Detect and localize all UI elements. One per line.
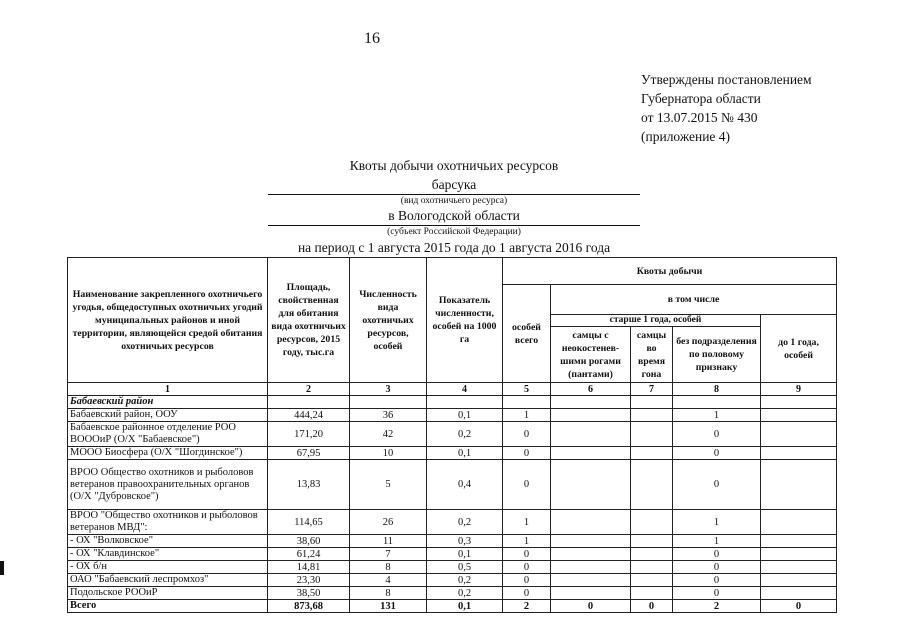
- cell-population: 36: [350, 409, 427, 422]
- cell-no-sex: 0: [673, 587, 761, 600]
- cell-population: 4: [350, 574, 427, 587]
- header-males-rut: самцы во время гона: [631, 327, 673, 383]
- cell-under1: [761, 447, 837, 460]
- resource-rule: [268, 194, 640, 195]
- cell-no-sex: 0: [673, 422, 761, 447]
- cell-total: 1: [503, 409, 551, 422]
- cell-area: 13,83: [268, 460, 350, 510]
- title-line: Квоты добычи охотничьих ресурсов: [349, 158, 559, 173]
- cell-density: 0,4: [427, 460, 503, 510]
- cell-total: 0: [503, 460, 551, 510]
- approval-line-2: Губернатора области: [641, 91, 761, 106]
- cell-under1: [761, 587, 837, 600]
- cell-area: 171,20: [268, 422, 350, 447]
- cell-total: 0: [503, 548, 551, 561]
- cell-under1: [761, 422, 837, 447]
- header-name: Наименование закрепленного охотничьего угодья, общедоступных охотничьих угодий муниципальных районов и иной территории, являющейся средой обитания охотничьих ресурсов: [68, 258, 268, 383]
- header-density: Показатель численности, особей на 1000 га: [427, 258, 503, 383]
- col-number: 1: [68, 383, 268, 396]
- cell-density: 0,1: [427, 447, 503, 460]
- header-males-no-antlers: самцы с неокостенев-шими рогами (пантами): [551, 327, 631, 383]
- table-row: [68, 587, 837, 600]
- cell-no-sex: 0: [673, 574, 761, 587]
- cell-males-rut: [631, 587, 673, 600]
- table-row: [68, 535, 837, 548]
- cell-area: 67,95: [268, 447, 350, 460]
- cell-males-rut: [631, 510, 673, 535]
- col-number: 8: [673, 383, 761, 396]
- cell-under1: [761, 409, 837, 422]
- cell-name: - ОХ б/н: [68, 561, 268, 574]
- cell-males-no-antlers: [551, 561, 631, 574]
- header-total: особей всего: [503, 285, 551, 383]
- cell-area: 444,24: [268, 409, 350, 422]
- cell-density: 0,2: [427, 587, 503, 600]
- col-number: 9: [761, 383, 837, 396]
- header-area: Площадь, свойственная для обитания вида охотничьих ресурсов, 2015 году, тыс.га: [268, 258, 350, 383]
- cell-no-sex: 0: [673, 548, 761, 561]
- cell-area: 114,65: [268, 510, 350, 535]
- col-number: 2: [268, 383, 350, 396]
- cell-name: ВРОО Общество охотников и рыболовов ветеранов правоохранительных органов (О/Х "Дубровское"): [68, 460, 268, 510]
- table-row: [68, 561, 837, 574]
- cell-name: Подольское РООиР: [68, 587, 268, 600]
- cell-males-no-antlers: 0: [551, 600, 631, 613]
- table-row: [68, 422, 837, 447]
- cell-males-no-antlers: [551, 409, 631, 422]
- period-line: на период с 1 августа 2015 года до 1 августа 2016 года: [297, 240, 611, 255]
- cell-no-sex: 0: [673, 561, 761, 574]
- approval-block: [641, 70, 812, 146]
- region-rule: [268, 225, 640, 226]
- header-older: старше 1 года, особей: [551, 315, 761, 327]
- cell-density: 0,1: [427, 600, 503, 613]
- cell-name: ОАО "Бабаевский леспромхоз": [68, 574, 268, 587]
- cell-density: 0,2: [427, 422, 503, 447]
- cell-males-rut: 0: [631, 600, 673, 613]
- table-row: [68, 510, 837, 535]
- cell-males-rut: [631, 409, 673, 422]
- cell-under1: [761, 561, 837, 574]
- cell-area: 38,50: [268, 587, 350, 600]
- header-including: в том числе: [551, 285, 837, 315]
- quota-table: [67, 257, 837, 613]
- cell-population: 7: [350, 548, 427, 561]
- cell-density: 0,2: [427, 510, 503, 535]
- cell-population: 42: [350, 422, 427, 447]
- cell-total: 1: [503, 535, 551, 548]
- header-population: Численность вида охотничьих ресурсов, особей: [350, 258, 427, 383]
- cell-density: 0,1: [427, 548, 503, 561]
- cell-population: 10: [350, 447, 427, 460]
- cell-no-sex: 1: [673, 409, 761, 422]
- cell-total: 1: [503, 510, 551, 535]
- resource-name: барсука: [431, 177, 477, 192]
- cell-no-sex: 1: [673, 510, 761, 535]
- cell-males-no-antlers: [551, 510, 631, 535]
- cell-name: - ОХ "Клавдинское": [68, 548, 268, 561]
- cell-males-no-antlers: [551, 574, 631, 587]
- cell-under1: [761, 548, 837, 561]
- cell-name: ВРОО "Общество охотников и рыболовов ветеранов МВД":: [68, 510, 268, 535]
- cell-population: 8: [350, 561, 427, 574]
- cell-name: Всего: [68, 600, 268, 613]
- cell-no-sex: 1: [673, 535, 761, 548]
- cell-under1: [761, 510, 837, 535]
- cell-males-rut: [631, 548, 673, 561]
- cell-males-rut: [631, 447, 673, 460]
- cell-area: 14,81: [268, 561, 350, 574]
- cell-population: 131: [350, 600, 427, 613]
- cell-total: 0: [503, 561, 551, 574]
- cell-males-rut: [631, 460, 673, 510]
- cell-area: 873,68: [268, 600, 350, 613]
- cell-population: 8: [350, 587, 427, 600]
- cell-name: Бабаевский район, ООУ: [68, 409, 268, 422]
- table-row: [68, 548, 837, 561]
- header-quotas: Квоты добычи: [503, 258, 837, 285]
- cell-under1: [761, 574, 837, 587]
- cell-area: 61,24: [268, 548, 350, 561]
- section-label: Бабаевский район: [68, 396, 268, 409]
- region-name: в Вологодской области: [388, 208, 520, 223]
- cell-total: 2: [503, 600, 551, 613]
- region-caption: (субъект Российской Федерации): [387, 227, 521, 237]
- cell-population: 26: [350, 510, 427, 535]
- header-no-sex: без подразделения по половому признаку: [673, 327, 761, 383]
- cell-population: 5: [350, 460, 427, 510]
- cell-under1: 0: [761, 600, 837, 613]
- cell-total: 0: [503, 447, 551, 460]
- col-number: 3: [350, 383, 427, 396]
- cell-males-no-antlers: [551, 447, 631, 460]
- table-row: [68, 409, 837, 422]
- cell-name: - ОХ "Волковское": [68, 535, 268, 548]
- cell-under1: [761, 535, 837, 548]
- col-number: 4: [427, 383, 503, 396]
- total-row: [68, 600, 837, 613]
- cell-under1: [761, 460, 837, 510]
- cell-area: 23,30: [268, 574, 350, 587]
- cell-total: 0: [503, 422, 551, 447]
- cell-no-sex: 2: [673, 600, 761, 613]
- cell-males-rut: [631, 422, 673, 447]
- cell-males-rut: [631, 535, 673, 548]
- cell-name: Бабаевское районное отделение РОО ВОООиР (О/Х "Бабаевское"): [68, 422, 268, 447]
- cell-density: 0,5: [427, 561, 503, 574]
- col-number: 6: [551, 383, 631, 396]
- cell-density: 0,3: [427, 535, 503, 548]
- table-row: [68, 574, 837, 587]
- header-under1: до 1 года, особей: [761, 315, 837, 383]
- cell-name: МООО Биосфера (О/Х "Шогдинское"): [68, 447, 268, 460]
- cell-no-sex: 0: [673, 447, 761, 460]
- cell-males-no-antlers: [551, 548, 631, 561]
- cell-density: 0,2: [427, 574, 503, 587]
- document-title: [268, 157, 640, 238]
- cell-population: 11: [350, 535, 427, 548]
- cell-males-no-antlers: [551, 460, 631, 510]
- cell-area: 38,60: [268, 535, 350, 548]
- resource-caption: (вид охотничьего ресурса): [400, 196, 508, 206]
- table-row: [68, 447, 837, 460]
- cell-males-rut: [631, 561, 673, 574]
- cell-total: 0: [503, 574, 551, 587]
- col-number: 5: [503, 383, 551, 396]
- col-number: 7: [631, 383, 673, 396]
- page-number: 16: [364, 30, 380, 47]
- approval-line-1: Утверждены постановлением: [641, 72, 812, 87]
- cell-males-rut: [631, 574, 673, 587]
- cell-males-no-antlers: [551, 535, 631, 548]
- cell-no-sex: 0: [673, 460, 761, 510]
- cell-males-no-antlers: [551, 587, 631, 600]
- approval-line-4: (приложение 4): [641, 129, 731, 144]
- scan-edge-mark: [0, 561, 4, 575]
- table-row: [68, 460, 837, 510]
- cell-density: 0,1: [427, 409, 503, 422]
- approval-line-3: от 13.07.2015 № 430: [641, 110, 758, 125]
- cell-total: 0: [503, 587, 551, 600]
- cell-males-no-antlers: [551, 422, 631, 447]
